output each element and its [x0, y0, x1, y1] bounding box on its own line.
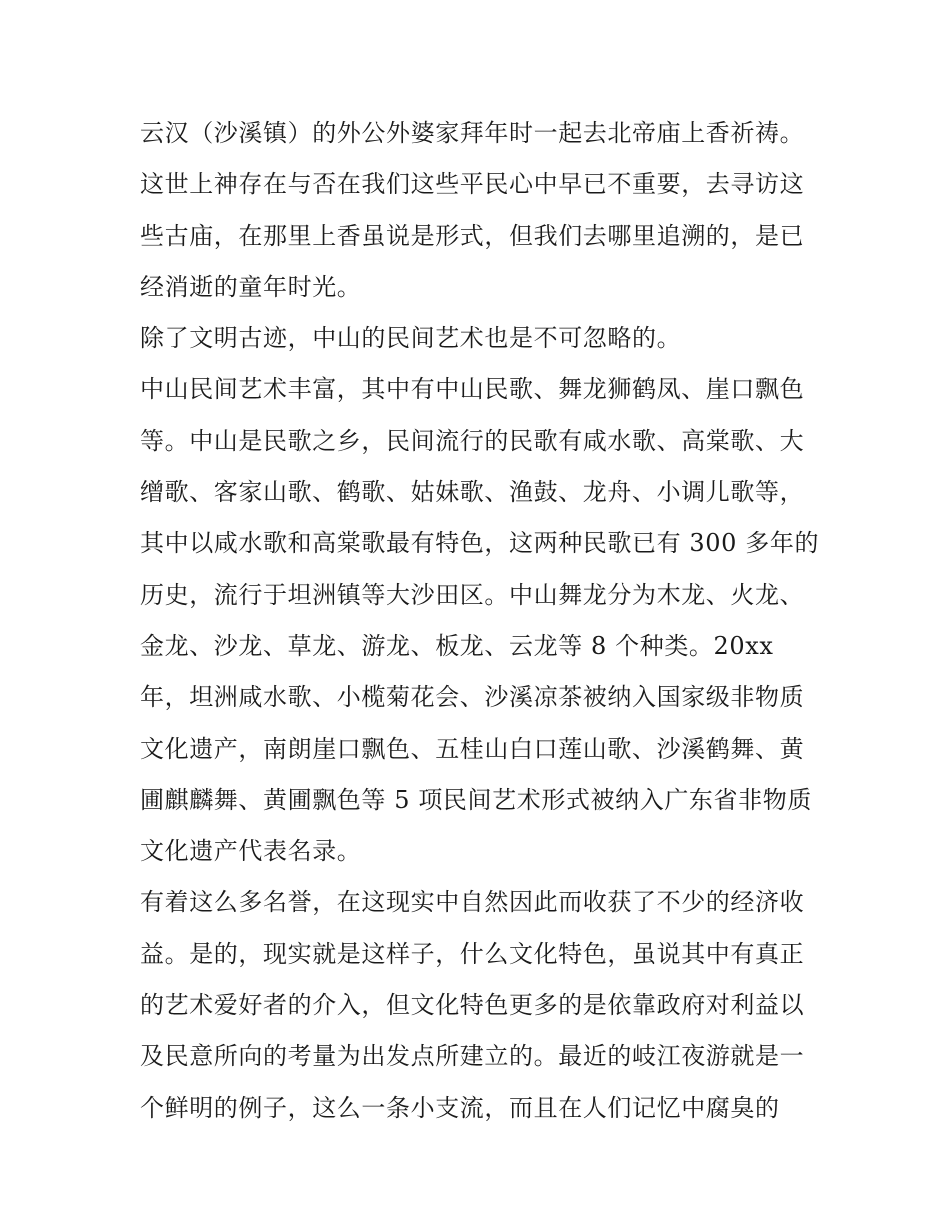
text-line: 金龙、沙龙、草龙、游龙、板龙、云龙等 8 个种类。20xx — [140, 631, 774, 660]
text-line: 缯歌、客家山歌、鹤歌、姑妹歌、渔鼓、龙舟、小调儿歌等， — [140, 478, 805, 507]
text-line: 些古庙，在那里上香虽说是形式，但我们去哪里追溯的，是已 — [140, 221, 805, 250]
text-line: 文化遗产，南朗崖口飘色、五桂山白口莲山歌、沙溪鹤舞、黄 — [140, 734, 805, 763]
text-line: 其中以咸水歌和高棠歌最有特色，这两种民歌已有 300 多年的 — [140, 529, 820, 558]
text-line: 除了文明古迹，中山的民间艺术也是不可忽略的。 — [140, 324, 682, 353]
text-line: 及民意所向的考量为出发点所建立的。最近的岐江夜游就是一 — [140, 1042, 805, 1071]
body-text — [140, 108, 820, 1134]
text-line: 的艺术爱好者的介入，但文化特色更多的是依靠政府对利益以 — [140, 991, 805, 1020]
text-line: 经消逝的童年时光。 — [140, 272, 362, 301]
text-line: 圃麒麟舞、黄圃飘色等 5 项民间艺术形式被纳入广东省非物质 — [140, 785, 812, 814]
text-line: 云汉（沙溪镇）的外公外婆家拜年时一起去北帝庙上香祈祷。 — [140, 119, 805, 147]
text-line: 年，坦洲咸水歌、小榄菊花会、沙溪凉茶被纳入国家级非物质 — [140, 683, 805, 712]
text-line: 等。中山是民歌之乡，民间流行的民歌有咸水歌、高棠歌、大 — [140, 426, 805, 455]
text-line: 个鲜明的例子，这么一条小支流，而且在人们记忆中腐臭的 — [140, 1093, 780, 1122]
text-line: 益。是的，现实就是这样子，什么文化特色，虽说其中有真正 — [140, 939, 805, 968]
text-line: 文化遗产代表名录。 — [140, 837, 362, 866]
text-line: 历史，流行于坦洲镇等大沙田区。中山舞龙分为木龙、火龙、 — [140, 580, 805, 609]
text-line: 有着这么多名誉，在这现实中自然因此而收获了不少的经济收 — [140, 888, 805, 917]
text-line: 这世上神存在与否在我们这些平民心中早已不重要，去寻访这 — [140, 170, 805, 199]
text-line: 中山民间艺术丰富，其中有中山民歌、舞龙狮鹤凤、崖口飘色 — [140, 375, 805, 404]
